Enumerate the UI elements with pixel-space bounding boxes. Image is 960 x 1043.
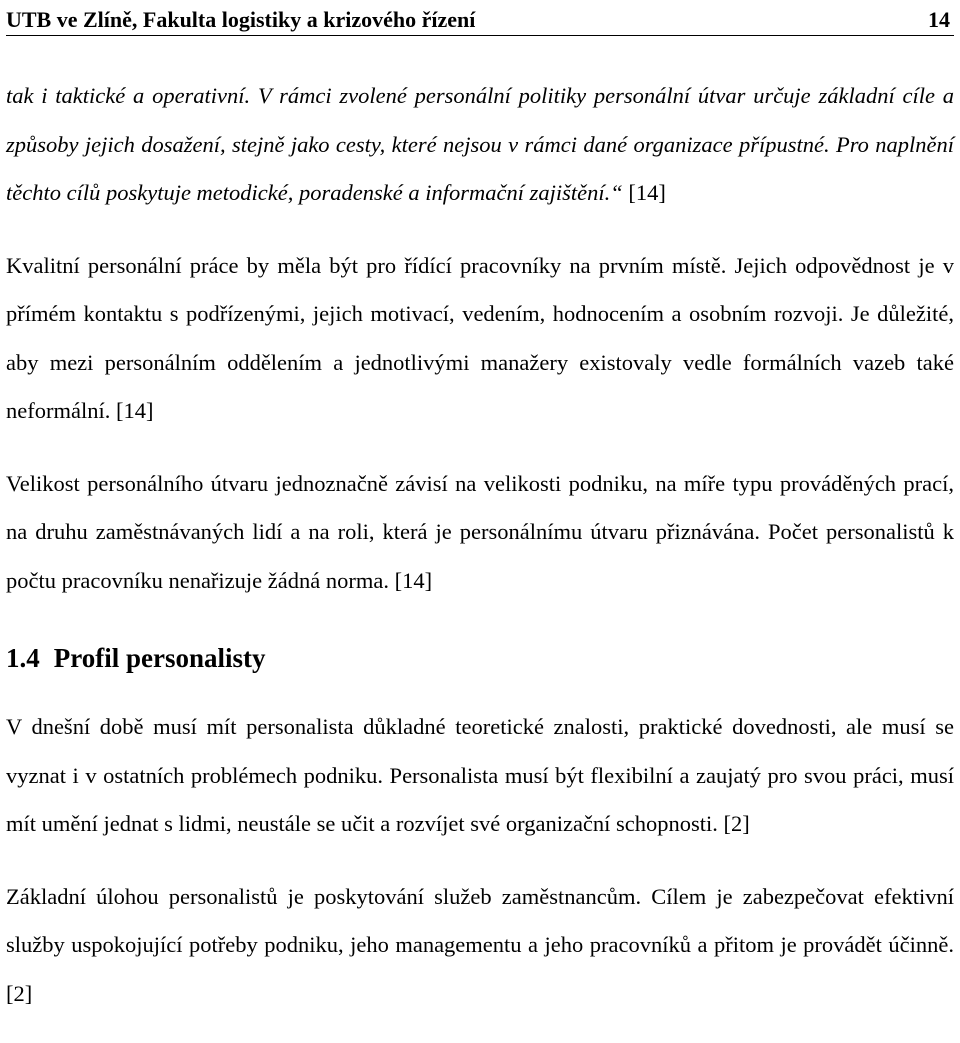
section-title: Profil personalisty (53, 643, 266, 673)
quote-text: tak i taktické a operativní. V rámci zvolené personální politiky personální útvar určuje základní cíle a způsoby jejich dosažení, stejně jako cesty, které nejsou v rámci dané organizace přípustné. Pro naplnění těchto cílů poskytuje metodické, poradenské a informační zajištění.“ (6, 83, 954, 205)
header-title: UTB ve Zlíně, Fakulta logistiky a krizového řízení (6, 7, 476, 32)
paragraph-profile: V dnešní době musí mít personalista důkladné teoretické znalosti, praktické dovednosti, ale musí se vyznat i v ostatních problémech podniku. Personalista musí být flexibilní a zaujatý pro svou práci, musí mít umění jednat s lidmi, neustále se učit a rozvíjet své organizační schopnosti. [2] (6, 714, 954, 836)
page-number: 14 (928, 7, 950, 32)
section-heading (6, 640, 954, 676)
paragraph-quote (6, 72, 954, 218)
section-number: 1.4 (6, 643, 40, 673)
page-header (6, 2, 954, 36)
paragraph-personnel-work: Kvalitní personální práce by měla být pro řídící pracovníky na prvním místě. Jejich odpovědnost je v přímém kontaktu s podřízenými, jejich motivací, vedením, hodnocením a osobním rozvoji. Je důležité, aby mezi personálním oddělením a jednotlivými manažery existovaly vedle formálních vazeb také neformální. [14] (6, 252, 954, 423)
quote-citation: [14] (622, 180, 666, 205)
page-content (6, 72, 954, 1018)
paragraph-department-size: Velikost personálního útvaru jednoznačně závisí na velikosti podniku, na míře typu prováděných prací, na druhu zaměstnávaných lidí a na roli, která je personálnímu útvaru přiznávána. Počet personalistů k počtu pracovníku nenařizuje žádná norma. [14] (6, 470, 954, 593)
paragraph-basic-role: Základní úlohou personalistů je poskytování služeb zaměstnancům. Cílem je zabezpečovat efektivní služby uspokojující potřeby podniku, jeho managementu a jeho pracovníků a přitom je provádět účinně. [2] (6, 883, 954, 1006)
